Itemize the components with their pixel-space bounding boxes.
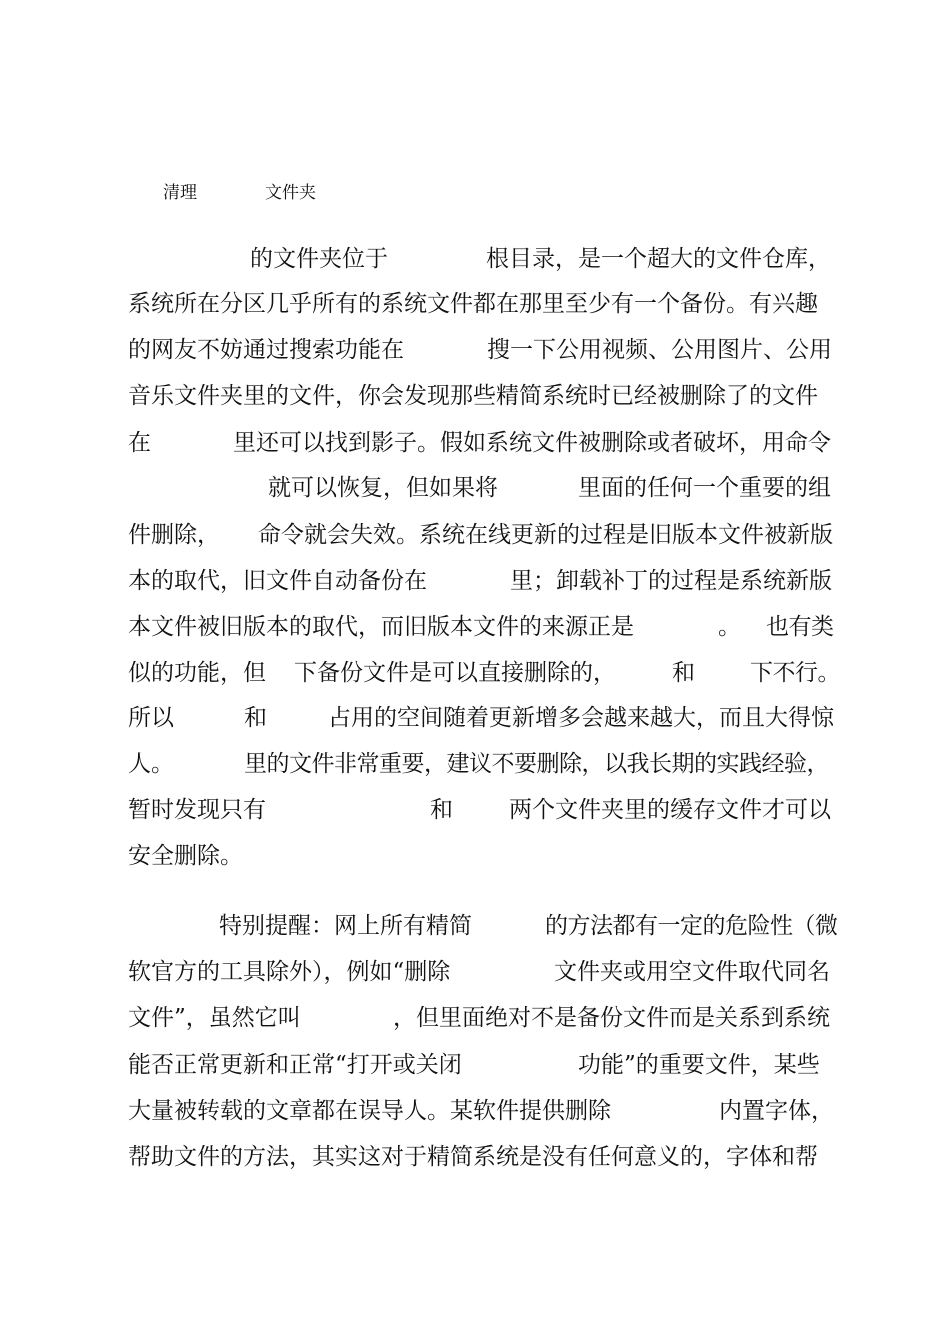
text-segment: 文件”，虽然它叫 <box>128 1005 301 1031</box>
text-segment: 安全删除。 <box>128 843 243 869</box>
text-segment: 的方法都有一定的危险性（微 <box>545 913 838 939</box>
text-segment: 下不行。 <box>750 660 840 686</box>
text-segment: 占用的空间随着更新增多会越来越大，而且大得惊 <box>328 705 834 731</box>
text-segment: 文件夹或用空文件取代同名 <box>554 959 830 985</box>
text-segment: 音乐文件夹里的文件，你会发现那些精简系统时已经被删除了的文件 <box>128 383 818 409</box>
text-segment: ，但里面绝对不是备份文件而是关系到系统 <box>393 1005 830 1031</box>
text-segment: 根目录，是一个超大的文件仓库， <box>486 246 831 272</box>
text-segment: 件删除， <box>128 522 220 548</box>
text-segment: 似的功能，但 <box>128 660 266 686</box>
text-segment: 本的取代，旧文件自动备份在 <box>128 568 427 594</box>
text-segment: 就可以恢复，但如果将 <box>268 475 498 501</box>
text-segment: 和 <box>430 797 453 823</box>
text-segment: 和 <box>244 705 267 731</box>
text-segment: 系统所在分区几乎所有的系统文件都在那里至少有一个备份。有兴趣 <box>128 291 818 317</box>
text-segment: 里还可以找到影子。假如系统文件被删除或者破坏，用命令 <box>233 430 831 456</box>
text-segment: 。 <box>718 614 741 640</box>
text-segment: 搜一下公用视频、公用图片、公用 <box>487 337 832 363</box>
text-segment: 特别提醒：网上所有精简 <box>219 913 472 939</box>
text-segment: 软官方的工具除外），例如“删除 <box>128 959 451 985</box>
text-segment: 大量被转载的文章都在误导人。某软件提供删除 <box>128 1098 611 1124</box>
text-segment: 里；卸载补丁的过程是系统新版 <box>510 568 832 594</box>
text-segment: 暂时发现只有 <box>128 797 266 823</box>
text-segment: 的文件夹位于 <box>250 246 388 272</box>
text-segment: 下备份文件是可以直接删除的， <box>294 660 616 686</box>
text-segment: 命令就会失效。系统在线更新的过程是旧版本文件被新版 <box>258 522 833 548</box>
text-segment: 内置字体， <box>719 1098 834 1124</box>
heading-right: 文件夹 <box>265 183 316 203</box>
text-segment: 功能”的重要文件，某些 <box>578 1052 820 1078</box>
text-segment: 人。 <box>128 751 174 777</box>
text-segment: 和 <box>672 660 695 686</box>
heading-left: 清理 <box>163 183 197 203</box>
text-segment: 能否正常更新和正常“打开或关闭 <box>128 1052 462 1078</box>
text-segment: 里面的任何一个重要的组 <box>578 475 831 501</box>
text-segment: 也有类 <box>766 614 834 640</box>
text-segment: 帮助文件的方法，其实这对于精简系统是没有任何意义的，字体和帮 <box>128 1144 818 1170</box>
text-segment: 本文件被旧版本的取代，而旧版本文件的来源正是 <box>128 614 634 640</box>
text-segment: 在 <box>128 430 151 456</box>
text-segment: 里的文件非常重要，建议不要删除，以我长期的实践经验， <box>244 751 829 777</box>
text-segment: 的网友不妨通过搜索功能在 <box>128 337 404 363</box>
text-segment: 所以 <box>128 705 174 731</box>
text-segment: 两个文件夹里的缓存文件才可以 <box>509 797 831 823</box>
